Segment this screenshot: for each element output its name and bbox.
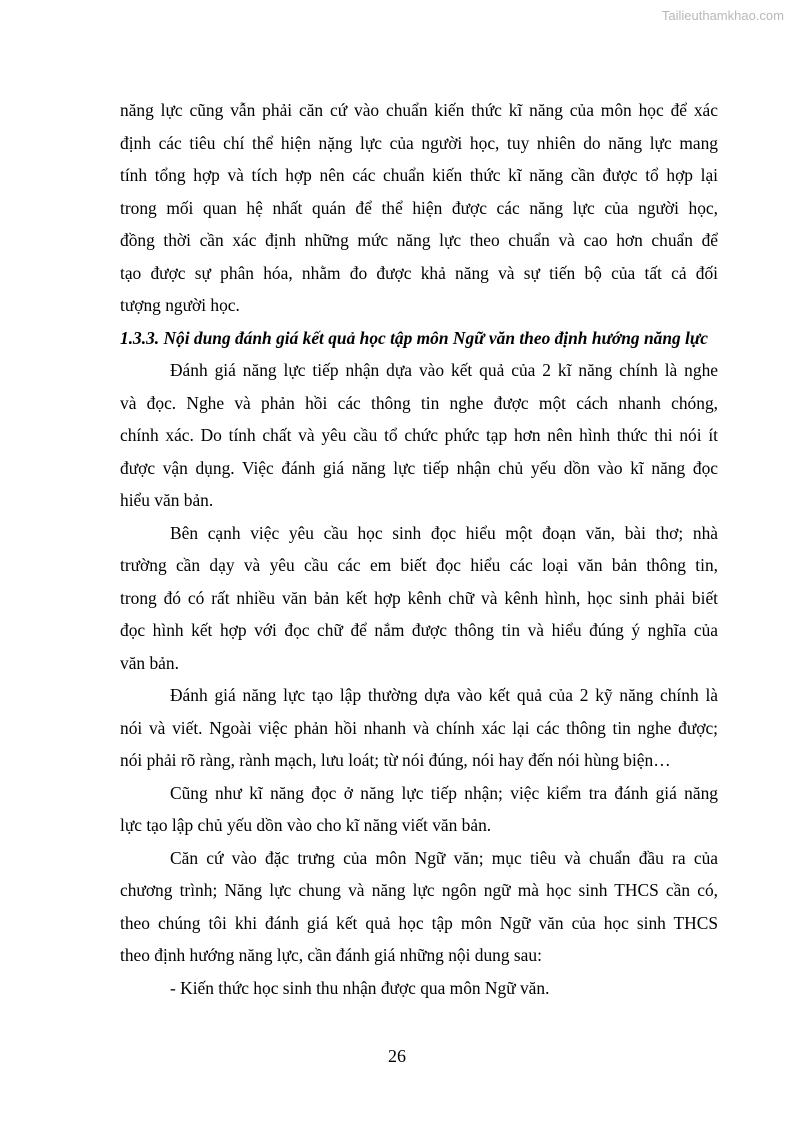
page-number: 26 xyxy=(388,1046,406,1066)
text-line: tượng người học. xyxy=(120,295,240,315)
text-line: nói và viết. Ngoài việc phản hồi nhanh và chính xác lại các thông tin nghe được; xyxy=(120,717,718,738)
text-line: nói phải rõ ràng, rành mạch, lưu loát; từ nói đúng, nói hay đến nói hùng biện… xyxy=(120,750,671,770)
bullet-item: - Kiến thức học sinh thu nhận được qua môn Ngữ văn. xyxy=(170,977,550,998)
text-line: theo chúng tôi khi đánh giá kết quả học tập môn Ngữ văn của học sinh THCS xyxy=(120,912,718,933)
text-line: trong đó có rất nhiều văn bản kết hợp kênh chữ và kênh hình, học sinh phải biết xyxy=(120,587,718,608)
section-heading: 1.3.3. Nội dung đánh giá kết quả học tập môn Ngữ văn theo định hướng năng lực xyxy=(120,327,709,348)
watermark: Tailieuthamkhao.com xyxy=(661,8,784,23)
text-line: được vận dụng. Việc đánh giá năng lực tiếp nhận chủ yếu dồn vào kĩ năng đọc xyxy=(120,457,718,478)
text-line: Bên cạnh việc yêu cầu học sinh đọc hiểu một đoạn văn, bài thơ; nhà xyxy=(170,522,718,543)
text-line: chính xác. Do tính chất và yêu cầu tổ chức phức tạp hơn nên hình thức thi nói ít xyxy=(120,425,718,445)
text-line: chương trình; Năng lực chung và năng lực ngôn ngữ mà học sinh THCS cần có, xyxy=(120,880,718,900)
text-line: hiểu văn bản. xyxy=(120,490,214,510)
text-line: Đánh giá năng lực tiếp nhận dựa vào kết quả của 2 kĩ năng chính là nghe xyxy=(170,360,718,380)
text-line: và đọc. Nghe và phản hồi các thông tin nghe được một cách nhanh chóng, xyxy=(120,392,718,413)
text-line: văn bản. xyxy=(120,652,179,673)
text-line: Cũng như kĩ năng đọc ở năng lực tiếp nhận; việc kiểm tra đánh giá năng xyxy=(170,782,718,803)
text-line: đồng thời cần xác định những mức năng lực theo chuẩn và cao hơn chuẩn để xyxy=(120,230,718,250)
text-line: đọc hình kết hợp với đọc chữ để nắm được thông tin và hiểu đúng ý nghĩa của xyxy=(120,620,718,640)
text-line: theo định hướng năng lực, cần đánh giá những nội dung sau: xyxy=(120,945,542,965)
text-line: lực tạo lập chủ yếu dồn vào cho kĩ năng viết văn bản. xyxy=(120,815,492,835)
text-line: trong mối quan hệ nhất quán để thể hiện được các năng lực của người học, xyxy=(120,197,718,218)
text-line: Căn cứ vào đặc trưng của môn Ngữ văn; mục tiêu và chuẩn đầu ra của xyxy=(170,847,718,868)
text-line: định các tiêu chí thể hiện nặng lực của người học, tuy nhiên do năng lực mang xyxy=(120,132,718,153)
document-body xyxy=(120,94,718,1004)
text-line: tính tổng hợp và tích hợp nên các chuẩn kiến thức kĩ năng cần được tổ hợp lại xyxy=(120,165,718,185)
text-line: tạo được sự phân hóa, nhằm đo được khả năng và sự tiến bộ của tất cả đối xyxy=(120,262,718,283)
text-line: Đánh giá năng lực tạo lập thường dựa vào kết quả của 2 kỹ năng chính là xyxy=(170,685,718,705)
text-line: trường cần dạy và yêu cầu các em biết đọc hiểu các loại văn bản thông tin, xyxy=(120,555,718,575)
text-line: năng lực cũng vẫn phải căn cứ vào chuẩn kiến thức kĩ năng của môn học để xác xyxy=(120,100,718,120)
